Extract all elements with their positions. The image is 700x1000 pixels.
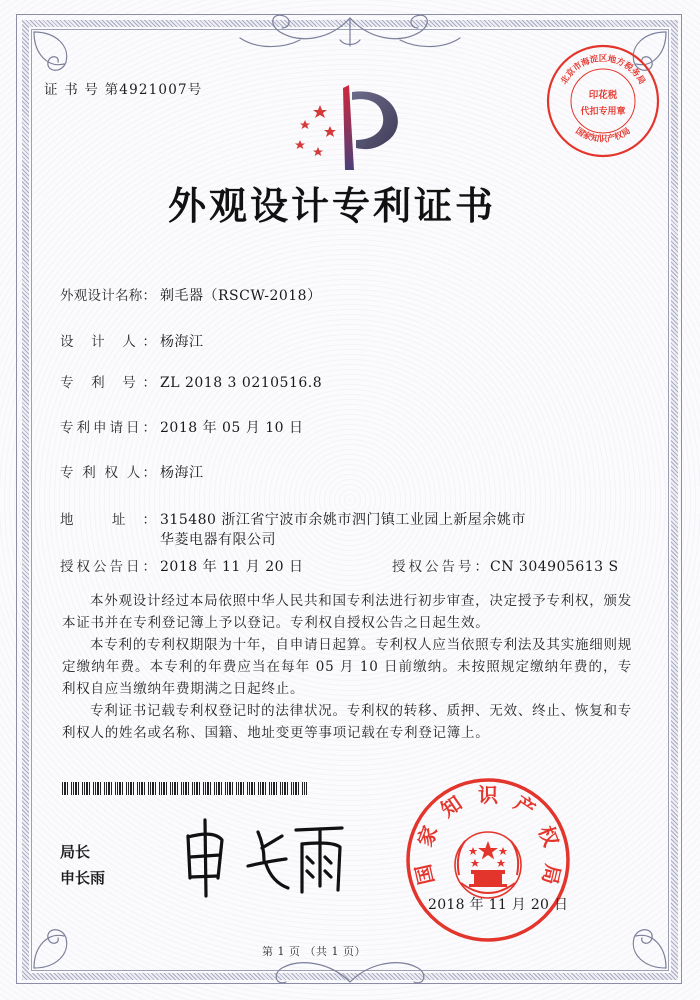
tax-stamp-outer-text: 北京市海淀区地方税务局 xyxy=(559,54,647,87)
field-label: 专 利 号： xyxy=(60,375,156,391)
cnipa-official-seal xyxy=(403,775,573,945)
tax-stamp-line1: 印花税 xyxy=(588,90,618,101)
director-name: 申长雨 xyxy=(60,869,106,887)
field-label: 地 址： xyxy=(60,512,156,528)
certificate-number: 证 书 号 第4921007号 xyxy=(44,82,203,98)
field-value: 2018 年 05 月 10 日 xyxy=(160,420,304,436)
logo-stars xyxy=(295,105,336,156)
field-value: 杨海江 xyxy=(160,465,204,481)
paragraph-legal-status: 专利证书记载专利权登记时的法律状况。专利权的转移、质押、无效、终止、恢复和专利权人的姓名或名称、国籍、地址变更等事项记载在专利登记簿上。 xyxy=(62,703,632,741)
field-value: 315480 浙江省宁波市余姚市泗门镇工业园上新屋余姚市华菱电器有限公司 xyxy=(160,512,526,548)
field-label: 授权公告号： xyxy=(392,559,488,575)
field-value: 杨海江 xyxy=(160,334,204,350)
certificate-body xyxy=(62,590,632,744)
tax-stamp-line2: 代扣专用章 xyxy=(580,107,626,117)
page-footer: 第 1 页 （共 1 页） xyxy=(262,945,366,958)
field-value: ZL 2018 3 0210516.8 xyxy=(160,375,323,391)
certificate-title: 外观设计专利证书 xyxy=(168,183,497,228)
barcode-icon xyxy=(62,782,307,795)
field-value: 剃毛器（RSCW-2018） xyxy=(160,288,322,304)
paragraph-examination: 本外观设计经过本局依照中华人民共和国专利法进行初步审查，决定授予专利权，颁发本证书并在专利登记簿上予以登记。专利权自授权公告之日起生效。 xyxy=(62,593,632,631)
field-label: 设 计 人： xyxy=(60,334,156,350)
paragraph-term-and-fees: 本专利的专利权期限为十年，自申请日起算。专利权人应当依照专利法及其实施细则规定缴纳年费。本专利的年费应当在每年 05 月 10 日前缴纳。未按照规定缴纳年费的，专利权自应当缴纳年费期满之日起终止。 xyxy=(62,637,632,697)
cnipa-p-logo-icon xyxy=(285,82,415,172)
field-label: 外观设计名称： xyxy=(60,288,156,304)
field-label: 专利申请日： xyxy=(60,420,156,436)
logo-bowl xyxy=(352,91,398,149)
field-label: 授权公告日： xyxy=(60,559,156,575)
field-value: 2018 年 11 月 20 日 xyxy=(160,559,304,575)
field-value: CN 304905613 S xyxy=(490,559,619,575)
stamp-duty-seal xyxy=(545,43,661,159)
director-signature xyxy=(178,816,348,900)
national-emblem-icon xyxy=(469,841,508,887)
field-label: 专 利 权 人： xyxy=(60,465,156,481)
seal-text: 国家知识产权局 xyxy=(410,782,566,887)
seal-date: 2018 年 11 月 20 日 xyxy=(428,897,569,913)
director-title: 局长 xyxy=(60,843,91,861)
tax-stamp-bottom-text: 国家知识产权局 xyxy=(573,126,633,145)
